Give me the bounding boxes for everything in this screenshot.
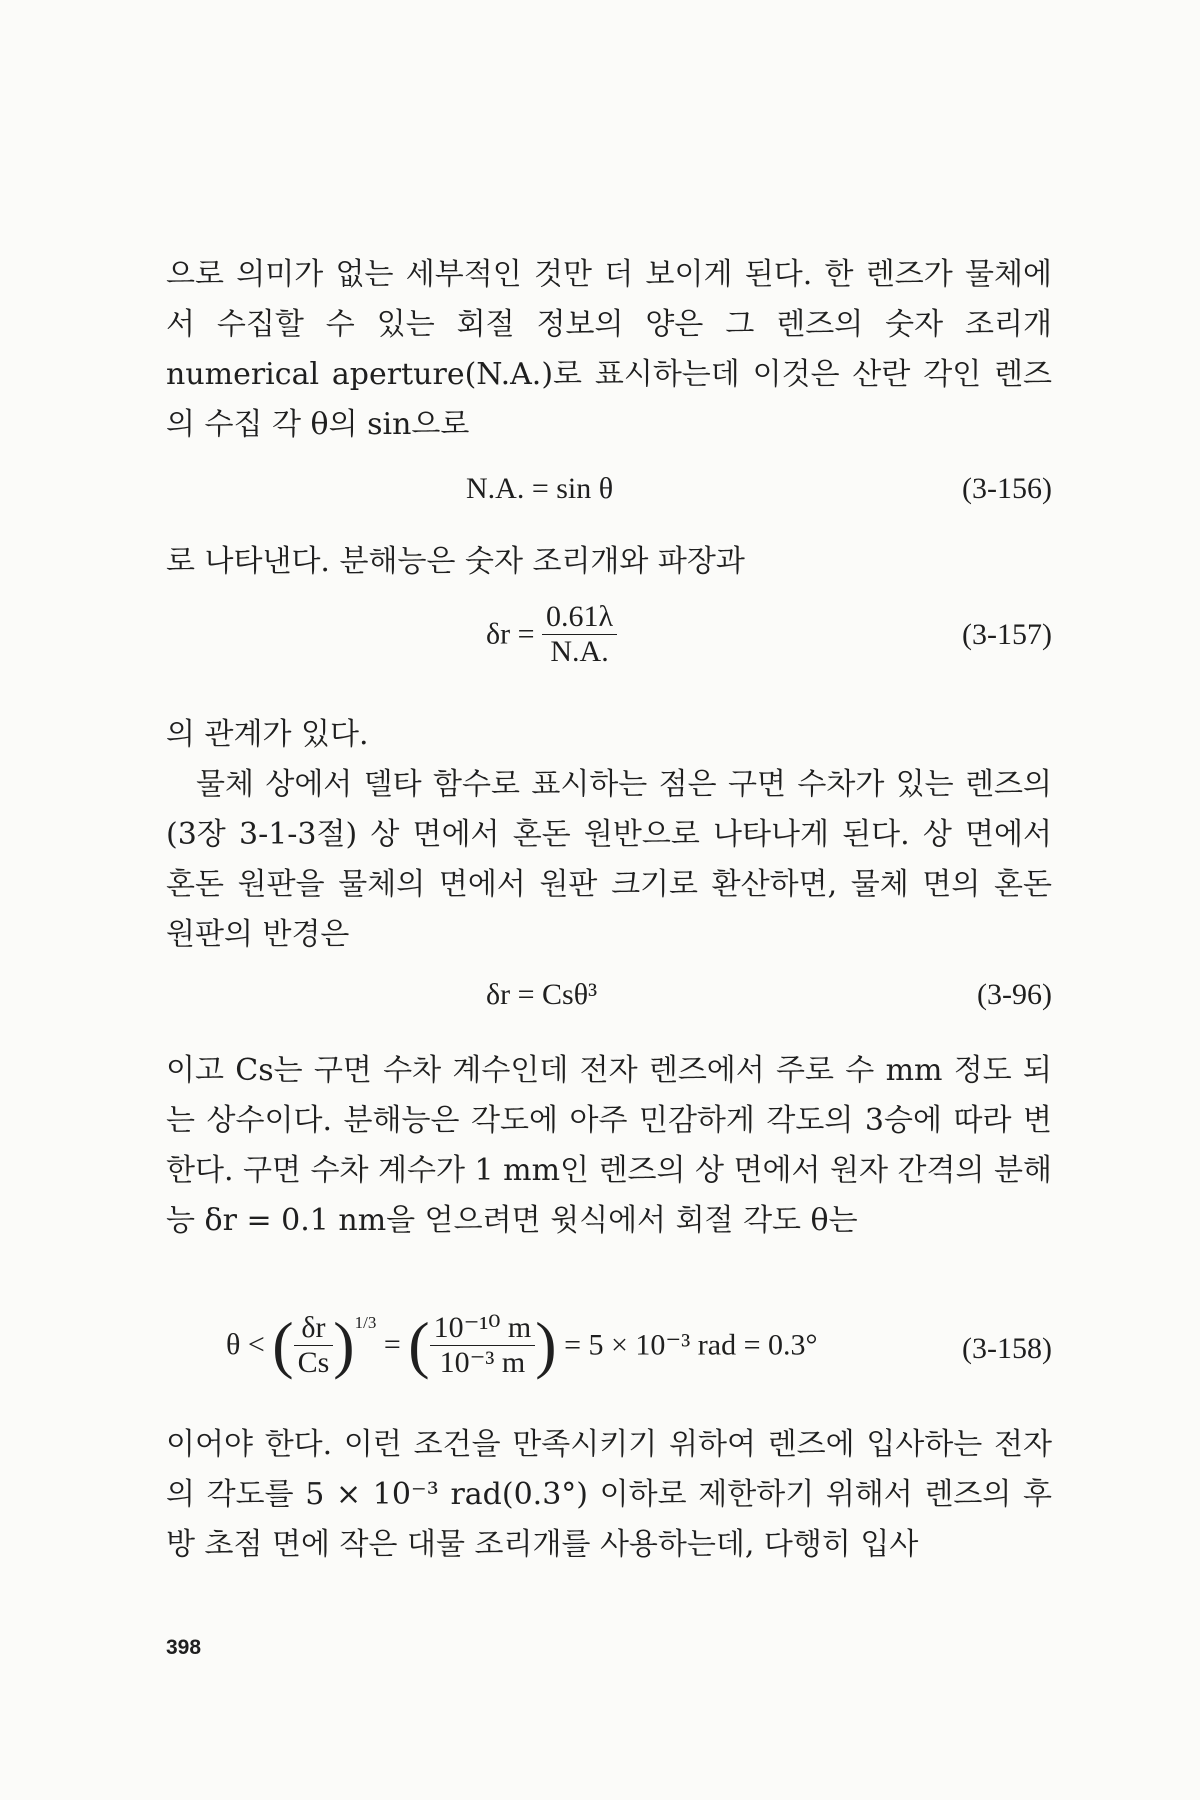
right-paren: )	[535, 1309, 557, 1380]
paragraph-block-2	[166, 537, 1052, 587]
equation-3-157	[166, 600, 1052, 680]
equation-number: (3-158)	[962, 1332, 1052, 1365]
fraction-2-denominator: 10⁻³ m	[439, 1345, 526, 1379]
fraction-numerator: 0.61λ	[542, 600, 617, 635]
equals-sign: =	[383, 1328, 401, 1361]
fraction-1-numerator: δr	[294, 1311, 334, 1346]
paragraph-block-5	[166, 1420, 1052, 1570]
paragraph-3: 의 관계가 있다.	[166, 717, 369, 752]
paragraph-block-3	[166, 710, 1052, 960]
left-paren: (	[272, 1309, 294, 1380]
equation-lhs: δr =	[486, 617, 535, 651]
equation-lhs: θ <	[226, 1328, 265, 1361]
equation-formula	[486, 600, 617, 669]
page-number: 398	[166, 1636, 202, 1659]
fraction	[542, 600, 617, 669]
paragraph-1: 으로 의미가 없는 세부적인 것만 더 보이게 된다. 한 렌즈가 물체에서 수집할 수 있는 회절 정보의 양은 그 렌즈의 숫자 조리개 numerical aperture(N.A.)로 표시하는데 이것은 산란 각인 렌즈의 수집 각 θ의 sin으로	[166, 257, 1052, 442]
paragraph-5: 이고 Cs는 구면 수차 계수인데 전자 렌즈에서 주로 수 mm 정도 되는 상수이다. 분해능은 각도에 아주 민감하게 각도의 3승에 따라 변한다. 구면 수차 계수가 1 mm인 렌즈의 상 면에서 원자 간격의 분해능 δr = 0.1 nm을 얻으려면 윗식에서 회절 각도 θ는	[166, 1053, 1052, 1238]
equation-rest: = 5 × 10⁻³ rad = 0.3°	[564, 1328, 818, 1362]
equation-formula: N.A. = sin θ	[466, 472, 614, 505]
fraction-2	[430, 1311, 536, 1380]
paragraph-block-4	[166, 1046, 1052, 1246]
paragraph-block-1	[166, 250, 1052, 450]
equation-formula: δr = Csθ³	[486, 978, 598, 1011]
exponent: 1/3	[354, 1312, 377, 1332]
left-paren: (	[408, 1309, 430, 1380]
equation-3-158	[166, 1308, 1052, 1388]
equation-number: (3-96)	[977, 978, 1052, 1011]
equation-number: (3-157)	[962, 618, 1052, 651]
paragraph-6: 이어야 한다. 이런 조건을 만족시키기 위하여 렌즈에 입사하는 전자의 각도를 5 × 10⁻³ rad(0.3°) 이하로 제한하기 위해서 렌즈의 후방 초점 면에 작은 대물 조리개를 사용하는데, 다행히 입사	[166, 1427, 1052, 1562]
paragraph-2: 로 나타낸다. 분해능은 숫자 조리개와 파장과	[166, 544, 745, 579]
equation-number: (3-156)	[962, 472, 1052, 505]
paragraph-4: 물체 상에서 델타 함수로 표시하는 점은 구면 수차가 있는 렌즈의(3장 3-1-3절) 상 면에서 혼돈 원반으로 나타나게 된다. 상 면에서 혼돈 원판을 물체의 면에서 원판 크기로 환산하면, 물체 면의 혼돈 원판의 반경은	[166, 767, 1052, 952]
fraction-1-denominator: Cs	[297, 1345, 330, 1379]
fraction-denominator: N.A.	[550, 635, 609, 668]
equation-formula	[226, 1308, 817, 1382]
right-paren: )	[333, 1309, 355, 1380]
fraction-2-numerator: 10⁻¹⁰ m	[430, 1311, 536, 1346]
fraction-1	[294, 1311, 334, 1380]
